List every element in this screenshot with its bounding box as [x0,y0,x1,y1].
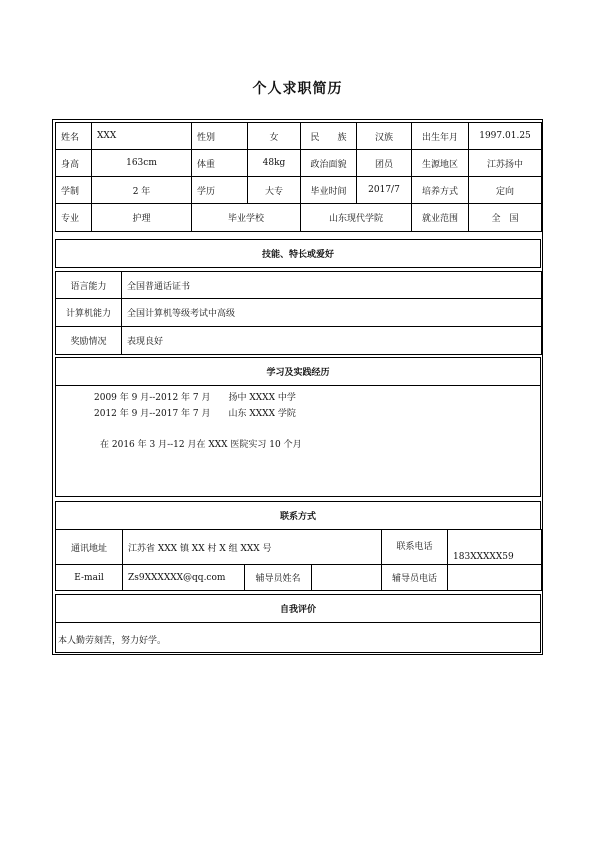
skill-label: 计算机能力 [56,299,122,327]
skill-value: 表现良好 [122,327,542,355]
tutor-phone-label: 辅导员电话 [382,565,448,591]
skills-heading: 技能、特长或爱好 [56,240,541,268]
education-value: 大专 [248,177,301,204]
tutor-name-value [312,565,382,591]
name-value: XXX [92,123,192,150]
tutor-name-label: 辅导员姓名 [245,565,312,591]
ethnicity-value: 汉族 [357,123,412,150]
experience-box [55,385,541,497]
training-mode-value: 定向 [469,177,542,204]
self-eval-box [55,622,541,653]
experience-line: 在 2016 年 3 月--12 月在 XXX 医院实习 10 个月 [100,440,302,450]
contact-row-1 [56,530,542,565]
contact-table [55,529,542,591]
self-eval-text: 本人勤劳刻苦，努力好学。 [58,636,167,646]
weight-value: 48kg [248,150,301,177]
basic-row-4 [56,204,542,232]
skills-table [55,271,542,355]
major-value: 护理 [92,204,192,232]
graduation-value: 2017/7 [357,177,412,204]
education-label: 学历 [192,177,248,204]
basic-row-3 [56,177,542,204]
skills-heading-table [55,239,541,268]
graduation-label: 毕业时间 [301,177,357,204]
origin-label: 生源地区 [412,150,469,177]
email-label: E-mail [56,565,123,591]
skill-row [56,299,542,327]
employment-scope-value: 全 国 [469,204,542,232]
contact-heading: 联系方式 [56,502,541,530]
basic-row-1 [56,123,542,150]
school-label: 毕业学校 [192,204,301,232]
ethnicity-label: 民 族 [301,123,357,150]
birth-value: 1997.01.25 [469,123,542,150]
skill-row [56,327,542,355]
address-value: 江苏省 XXX 镇 XX 村 X 组 XXX 号 [123,530,382,565]
gender-value: 女 [248,123,301,150]
school-value: 山东现代学院 [301,204,412,232]
training-mode-label: 培养方式 [412,177,469,204]
contact-heading-table [55,501,541,530]
basic-info-table [55,122,542,232]
weight-label: 体重 [192,150,248,177]
major-label: 专业 [56,204,92,232]
height-label: 身高 [56,150,92,177]
self-eval-heading: 自我评价 [56,595,541,623]
self-eval-heading-table [55,594,541,623]
experience-heading-table [55,357,541,386]
experience-line: 2009 年 9 月--2012 年 7 月 扬中 XXXX 中学 [94,393,296,403]
contact-row-2 [56,565,542,591]
height-value: 163cm [92,150,192,177]
phone-label: 联系电话 [382,530,448,565]
skill-value: 全国计算机等级考试中高级 [122,299,542,327]
employment-scope-label: 就业范围 [412,204,469,232]
email-value: Zs9XXXXXX@qq.com [123,565,245,591]
name-label: 姓名 [56,123,92,150]
address-label: 通讯地址 [56,530,123,565]
phone-value: 183XXXXX59 [448,530,542,565]
skill-label: 奖励情况 [56,327,122,355]
political-label: 政治面貌 [301,150,357,177]
birth-label: 出生年月 [412,123,469,150]
skill-value: 全国普通话证书 [122,272,542,299]
schooling-length-value: 2 年 [92,177,192,204]
gender-label: 性别 [192,123,248,150]
tutor-phone-value [448,565,542,591]
origin-value: 江苏扬中 [469,150,542,177]
schooling-length-label: 学制 [56,177,92,204]
skill-label: 语言能力 [56,272,122,299]
basic-row-2 [56,150,542,177]
page-title: 个人求职简历 [252,81,343,97]
experience-heading: 学习及实践经历 [56,358,541,386]
skill-row [56,272,542,299]
political-value: 团员 [357,150,412,177]
experience-line: 2012 年 9 月--2017 年 7 月 山东 XXXX 学院 [94,409,296,419]
